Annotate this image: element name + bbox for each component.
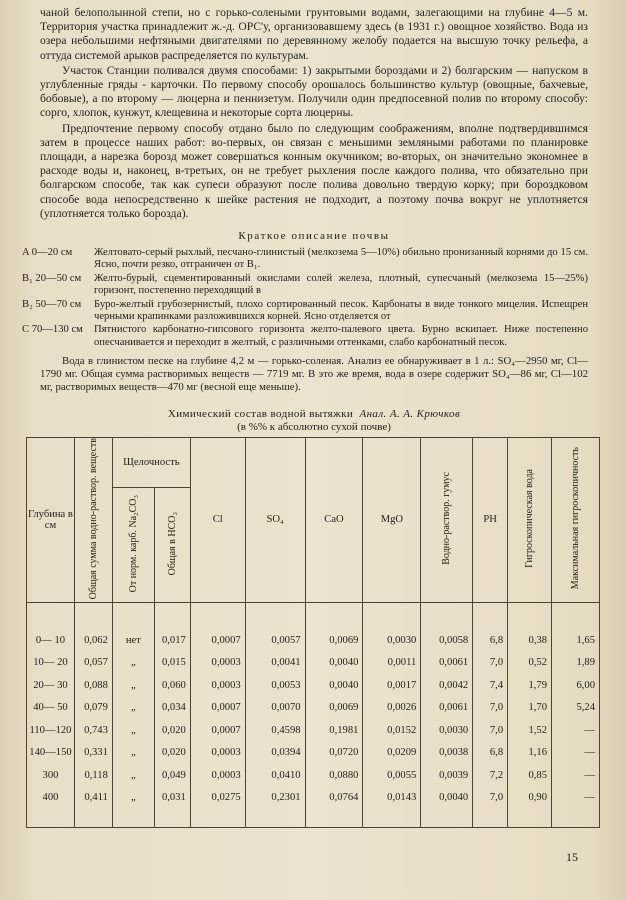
header-cao: CaO xyxy=(305,437,363,602)
table-cell: 1,79 xyxy=(508,674,552,697)
soil-heading: Краткое описание почвы xyxy=(238,230,390,243)
table-cell: — xyxy=(552,719,600,742)
table-cell: 0,049 xyxy=(154,764,190,787)
horizon-c xyxy=(22,324,588,349)
table-cell: 0,0061 xyxy=(421,697,473,720)
table-cell: 1,52 xyxy=(508,719,552,742)
header-total: Общая сумма водно-раствор. веществ xyxy=(74,437,112,602)
table-row xyxy=(27,787,600,828)
table-title-text: Химический состав водной вытяжки xyxy=(167,407,354,420)
paragraph-2: Участок Станции поливался двумя способами: 1) закрытыми бороздами и 2) болгарским — напуском в углубленные гряды - карточки. По первому способу орошалось большинство культур (овощные, бахчевые, бобовые), а по второму — люцерна и пеннизетум. Получили один предпосевной полив по второму способу: сорго, хлопок, кунжут, клещевина и некоторые сорта люцерны. xyxy=(40,63,588,120)
table-cell: „ xyxy=(112,787,154,828)
table-cell: 0,0030 xyxy=(363,603,421,652)
table-cell: 0,85 xyxy=(508,764,552,787)
table-cell: 0,017 xyxy=(154,603,190,652)
table-title xyxy=(40,408,588,420)
table-cell: „ xyxy=(112,697,154,720)
table-cell: 0,2301 xyxy=(245,787,305,828)
table-cell: „ xyxy=(112,719,154,742)
table-cell: 0,0061 xyxy=(421,652,473,675)
horizon-code: B₁ 20—50 см xyxy=(22,272,82,284)
header-alk-total: Общая в HCO₃ xyxy=(154,487,190,602)
table-cell: 0,0058 xyxy=(421,603,473,652)
table-cell: 1,89 xyxy=(552,652,600,675)
header-humus: Водно-раствор. гумус xyxy=(421,437,473,602)
horizon-text: Желтовато-серый рыхлый, песчано-глинистый (мелкозема 5—10%) обильно пронизанный корнями до 15 см. Ясно, почти резко, отграничен от B₁. xyxy=(94,247,588,271)
table-cell: 400 xyxy=(27,787,75,828)
table-cell: 0,0040 xyxy=(421,787,473,828)
table-cell: 0,0069 xyxy=(305,697,363,720)
table-row xyxy=(27,652,600,675)
table-cell: 0,0017 xyxy=(363,674,421,697)
table-cell: 0,0069 xyxy=(305,603,363,652)
table-cell: 1,70 xyxy=(508,697,552,720)
table-cell: 0,0720 xyxy=(305,742,363,765)
chemical-composition-table xyxy=(26,437,600,828)
table-cell: 0,0003 xyxy=(190,764,245,787)
header-cl: Cl xyxy=(190,437,245,602)
table-cell: 300 xyxy=(27,764,75,787)
table-cell: 0,52 xyxy=(508,652,552,675)
table-cell: 0,0011 xyxy=(363,652,421,675)
table-cell: 6,00 xyxy=(552,674,600,697)
table-row xyxy=(27,742,600,765)
table-cell: 0,0041 xyxy=(245,652,305,675)
table-row xyxy=(27,697,600,720)
table-cell: 0,0055 xyxy=(363,764,421,787)
soil-description xyxy=(22,247,588,349)
table-cell: 0,118 xyxy=(74,764,112,787)
table-cell: 5,24 xyxy=(552,697,600,720)
table-cell: 0,0003 xyxy=(190,674,245,697)
table-cell: 0,0007 xyxy=(190,603,245,652)
table-cell: 20— 30 xyxy=(27,674,75,697)
table-analyst: Анал. А. А. Крючков xyxy=(359,407,461,420)
table-cell: 0,0007 xyxy=(190,697,245,720)
horizon-text: Буро-желтый грубозернистый, плохо сортированный песок. Карбонаты в виде тонкого мицелия. Испещрен черными крапинками разложившихся корней. Ясно отделяется от xyxy=(94,298,588,323)
horizon-a xyxy=(22,247,588,272)
page-number: 15 xyxy=(566,850,578,864)
table-cell: — xyxy=(552,742,600,765)
table-cell: 110—120 xyxy=(27,719,75,742)
horizon-text: Желто-бурый, сцементированный окислами солей железа, плотный, супесчаный (мелкозема 15—25%) горизонт, постепенно переходящий в xyxy=(94,272,588,297)
header-maxhygro: Максимальная гигроскопичность xyxy=(552,437,600,602)
table-cell: 0,088 xyxy=(74,674,112,697)
table-row xyxy=(27,719,600,742)
table-cell: 1,65 xyxy=(552,603,600,652)
table-subtitle: (в %% к абсолютно сухой почве) xyxy=(237,420,391,433)
table-cell: 7,2 xyxy=(473,764,508,787)
table-cell: 0,4598 xyxy=(245,719,305,742)
table-cell: 1,16 xyxy=(508,742,552,765)
table-row xyxy=(27,764,600,787)
table-cell: 0,062 xyxy=(74,603,112,652)
table-cell: 0,0038 xyxy=(421,742,473,765)
water-analysis-paragraph: Вода в глинистом песке на глубине 4,2 м — горько-соленая. Анализ ее обнаруживает в 1 л.: SO₄—2950 мг, Cl—1790 мг. Общая сумма растворимых веществ — 7719 мг. В это же время, вода в озере содержит SO₄—86 мг, Cl—102 мг, растворимых веществ—470 мг (весной еще меньше). xyxy=(40,355,588,393)
table-cell: 0,020 xyxy=(154,742,190,765)
table-cell: 0— 10 xyxy=(27,603,75,652)
paragraph-1: чаной белополынной степи, но с горько-солеными грунтовыми водами, залегающими на глубине 4—5 м. Территория участка принадлежит ж.-д. ОРС'у, организовавшему здесь (в 1931 г.) овощное хозяйство. Вода из озера небольшими нефтяными двигателями по деревянному желобу подается на высшую точку рельефа, а оттуда системой арыков распределяется по культурам. xyxy=(40,6,588,62)
table-cell: 0,411 xyxy=(74,787,112,828)
horizon-b2 xyxy=(22,298,588,324)
table-cell: 0,0053 xyxy=(245,674,305,697)
header-ph: PH xyxy=(473,437,508,602)
table-cell: 0,015 xyxy=(154,652,190,675)
table-cell: „ xyxy=(112,652,154,675)
table-cell: „ xyxy=(112,674,154,697)
table-cell: 0,0410 xyxy=(245,764,305,787)
table-cell: — xyxy=(552,787,600,828)
table-cell: 0,743 xyxy=(74,719,112,742)
table-cell: 0,034 xyxy=(154,697,190,720)
header-alk-norm: От норм. карб. Na₂CO₃ xyxy=(112,487,154,602)
table-cell: 0,0394 xyxy=(245,742,305,765)
paragraph-3: Предпочтение первому способу отдано было по следующим соображениям, вполне подтвердившимся затем в процессе наших работ: во-первых, он связан с меньшими земляными работами по планировке площади, а нарезка борозд может совершаться конным окучником; во-вторых, он значительно экономнее в расходе воды и, наконец, в-третьих, он не требует рыхления после каждого полива, что обязательно при болгарском способе, так как супеси образуют после полива довольно твердую корку; при бороздковом способе вода непосредственно к шейке растения не подходит, а поэтому почва вокруг не уплотняется (уплотняется только борозда). xyxy=(40,121,588,220)
table-cell: 140—150 xyxy=(27,742,75,765)
header-hygro: Гигроскопическая вода xyxy=(508,437,552,602)
table-cell: 7,0 xyxy=(473,697,508,720)
header-alkalinity: Щелочность xyxy=(112,437,190,487)
table-cell: 0,0007 xyxy=(190,719,245,742)
table-cell: 0,057 xyxy=(74,652,112,675)
table-cell: 10— 20 xyxy=(27,652,75,675)
table-cell: 0,0042 xyxy=(421,674,473,697)
table-cell: 0,031 xyxy=(154,787,190,828)
table-cell: 0,0070 xyxy=(245,697,305,720)
header-mgo: MgO xyxy=(363,437,421,602)
header-depth: Глубина в см xyxy=(27,437,75,602)
table-cell: 0,0030 xyxy=(421,719,473,742)
table-cell: — xyxy=(552,764,600,787)
table-cell: 0,0003 xyxy=(190,742,245,765)
table-cell: 0,0152 xyxy=(363,719,421,742)
table-cell: 0,0275 xyxy=(190,787,245,828)
table-cell: 6,8 xyxy=(473,603,508,652)
table-cell: 7,4 xyxy=(473,674,508,697)
horizon-text: Пятнистого карбонатно-гипсового горизонта желто-палевого цвета. Бурно вскипает. Ниже постепенно опесчанивается и переходит в желтый, с различными оттенками, слабо карбонатный песок. xyxy=(94,324,588,348)
table-cell: 0,060 xyxy=(154,674,190,697)
table-cell: 0,331 xyxy=(74,742,112,765)
table-cell: 6,8 xyxy=(473,742,508,765)
table-cell: 0,38 xyxy=(508,603,552,652)
table-cell: 0,0143 xyxy=(363,787,421,828)
table-cell: 0,0040 xyxy=(305,652,363,675)
table-cell: 0,0209 xyxy=(363,742,421,765)
header-so4: SO₄ xyxy=(245,437,305,602)
table-cell: 0,90 xyxy=(508,787,552,828)
horizon-code: B₂ 50—70 см xyxy=(22,298,82,310)
horizon-code: C 70—130 см xyxy=(22,324,83,336)
table-row xyxy=(27,603,600,652)
horizon-b1 xyxy=(22,272,588,298)
table-cell: 0,0039 xyxy=(421,764,473,787)
table-row xyxy=(27,674,600,697)
table-cell: „ xyxy=(112,764,154,787)
table-cell: нет xyxy=(112,603,154,652)
table-cell: 0,0057 xyxy=(245,603,305,652)
table-cell: „ xyxy=(112,742,154,765)
table-cell: 0,0003 xyxy=(190,652,245,675)
table-cell: 0,1981 xyxy=(305,719,363,742)
horizon-code: A 0—20 см xyxy=(22,247,73,259)
table-cell: 0,020 xyxy=(154,719,190,742)
table-cell: 0,0880 xyxy=(305,764,363,787)
table-cell: 0,079 xyxy=(74,697,112,720)
table-cell: 0,0764 xyxy=(305,787,363,828)
table-cell: 0,0026 xyxy=(363,697,421,720)
table-cell: 7,0 xyxy=(473,719,508,742)
table-cell: 40— 50 xyxy=(27,697,75,720)
table-cell: 7,0 xyxy=(473,652,508,675)
table-cell: 0,0040 xyxy=(305,674,363,697)
table-cell: 7,0 xyxy=(473,787,508,828)
